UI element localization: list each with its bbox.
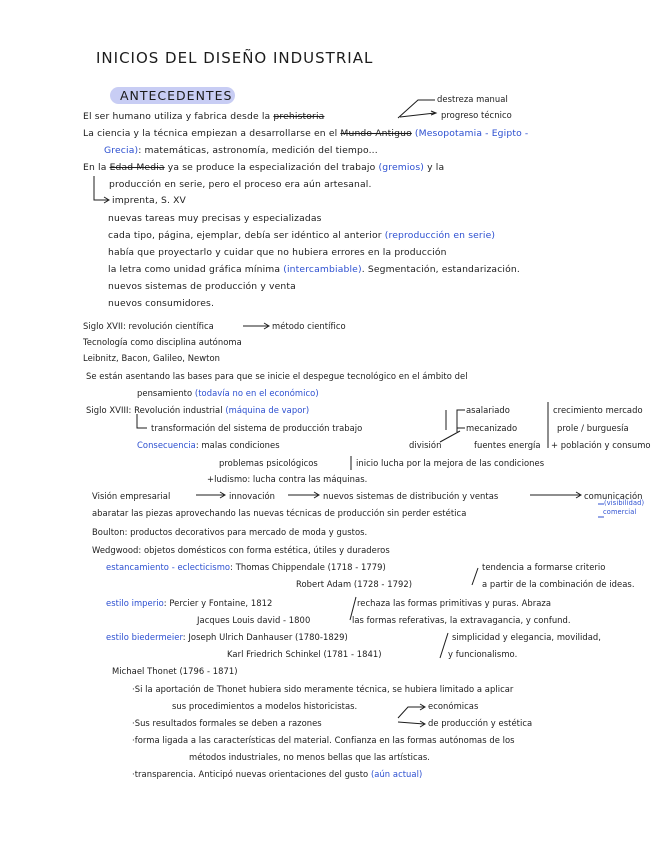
bracket-tendencia (472, 568, 478, 585)
text-line: tendencia a formarse criterio (482, 562, 606, 572)
text-line: Grecia): matemáticas, astronomía, medición del tiempo... (104, 145, 378, 156)
text-line: inicio lucha por la mejora de las condiciones (356, 458, 545, 468)
text-line: ·Si la aportación de Thonet hubiera sido meramente técnica, se hubiera limitado a aplicar (132, 684, 514, 694)
note-comercial: comercial (603, 508, 637, 516)
text-line: nuevas tareas muy precisas y especializadas (108, 213, 322, 224)
text-line: imprenta, S. XV (112, 195, 186, 206)
text-line: Wedgwood: objetos domésticos con forma estética, útiles y duraderos (92, 545, 390, 555)
text-line: Karl Friedrich Schinkel (1781 - 1841) (227, 649, 382, 659)
text-line: Visión empresarial (92, 491, 171, 501)
text-line: En la Edad Media ya se produce la especialización del trabajo (gremios) y la (83, 162, 445, 173)
text-line: +ludismo: lucha contra las máquinas. (207, 474, 368, 484)
text-line: había que proyectarlo y cuidar que no hubiera errores en la producción (108, 247, 447, 258)
text-line: Se están asentando las bases para que se inicie el despegue tecnológico en el ámbito del (86, 371, 468, 381)
text-line: método científico (272, 321, 346, 331)
branch-crecimiento: crecimiento mercado (553, 405, 643, 415)
branch-economicas: económicas (428, 701, 479, 711)
text-line: pensamiento (todavía no en el económico) (137, 388, 319, 398)
branch-destreza: destreza manual (437, 94, 508, 104)
text-line: cada tipo, página, ejemplar, debía ser idéntico al anterior (reproducción en serie) (108, 230, 496, 241)
branch-prole: prole / burguesía (557, 423, 629, 433)
text-line: Boulton: productos decorativos para mercado de moda y gustos. (92, 527, 368, 537)
arrow-imprenta (94, 176, 108, 200)
text-line: simplicidad y elegancia, movilidad, (452, 632, 601, 642)
text-line: ·transparencia. Anticipó nuevas orientaciones del gusto (aún actual) (132, 769, 423, 779)
text-line: Siglo XVII: revolución científica (83, 321, 214, 331)
text-line: la letra como unidad gráfica mínima (intercambiable). Segmentación, estandarización. (108, 264, 520, 275)
page-title: INICIOS DEL DISEÑO INDUSTRIAL (96, 49, 374, 67)
text-line: estilo biedermeier: Joseph Ulrich Danhauser (1780-1829) (106, 632, 348, 642)
branch-division: división (409, 440, 442, 450)
arrow-progreso (400, 113, 435, 117)
text-line: Leibnitz, Bacon, Galileo, Newton (83, 353, 220, 363)
text-line: nuevos sistemas de producción y venta (108, 281, 296, 292)
bracket-division (440, 431, 460, 442)
arrow-transformacion (137, 414, 147, 428)
text-line: estancamiento - eclecticismo: Thomas Chippendale (1718 - 1779) (106, 562, 386, 572)
text-line: La ciencia y la técnica empiezan a desarrollarse en el Mundo Antiguo (Mesopotamia - Egipto - (83, 128, 529, 139)
text-line: Consecuencia: malas condiciones (137, 440, 280, 450)
text-line: estilo imperio: Percier y Fontaine, 1812 (106, 598, 273, 608)
text-line: Robert Adam (1728 - 1792) (296, 579, 413, 589)
text-line: nuevos sistemas de distribución y ventas (323, 491, 499, 501)
text-line: Siglo XVIII: Revolución industrial (máquina de vapor) (86, 405, 310, 415)
branch-mecanizado: mecanizado (466, 423, 518, 433)
branch-fuentes: fuentes energía (474, 440, 541, 450)
text-line: problemas psicológicos (219, 458, 318, 468)
bracket-simplicidad (440, 633, 448, 658)
text-line: rechaza las formas primitivas y puras. Abraza (357, 598, 552, 608)
text-line: El ser humano utiliza y fabrica desde la prehistoria (83, 111, 325, 122)
text-line: Tecnología como disciplina autónoma (83, 337, 242, 347)
text-line: a partir de la combinación de ideas. (482, 579, 635, 589)
section-heading: ANTECEDENTES (110, 87, 235, 104)
branch-asalariado: asalariado (466, 405, 510, 415)
text-line: Michael Thonet (1796 - 1871) (112, 666, 238, 676)
note-visibilidad: (visibilidad) (604, 499, 645, 507)
text-line: comunicación (584, 491, 643, 501)
branch-progreso: progreso técnico (441, 110, 512, 120)
arrow-produccion (398, 722, 424, 724)
text-line: producción en serie, pero el proceso era aún artesanal. (109, 179, 372, 190)
bracket-asalariado (457, 410, 465, 432)
text-line: ·forma ligada a las características del material. Confianza en las formas autónomas de los (132, 735, 515, 745)
text-line: las formas referativas, la extravagancia, y confund. (352, 615, 571, 625)
branch-produccion: de producción y estética (428, 718, 533, 728)
text-line: sus procedimientos a modelos historicistas. (172, 701, 358, 711)
text-line: ·Sus resultados formales se deben a razones (132, 718, 322, 728)
text-line: innovación (229, 491, 276, 501)
text-line: métodos industriales, no menos bellas que las artísticas. (189, 752, 430, 762)
arrow-destreza (398, 100, 435, 118)
text-line: abaratar las piezas aprovechando las nuevas técnicas de producción sin perder estética (92, 508, 467, 518)
text-line: nuevos consumidores. (108, 298, 215, 309)
text-line: y funcionalismo. (448, 649, 518, 659)
text-line: Jacques Louis david - 1800 (197, 615, 311, 625)
text-line: transformación del sistema de producción trabajo (151, 423, 363, 433)
arrow-economicas (398, 707, 424, 718)
branch-poblacion: + población y consumo (551, 440, 651, 450)
